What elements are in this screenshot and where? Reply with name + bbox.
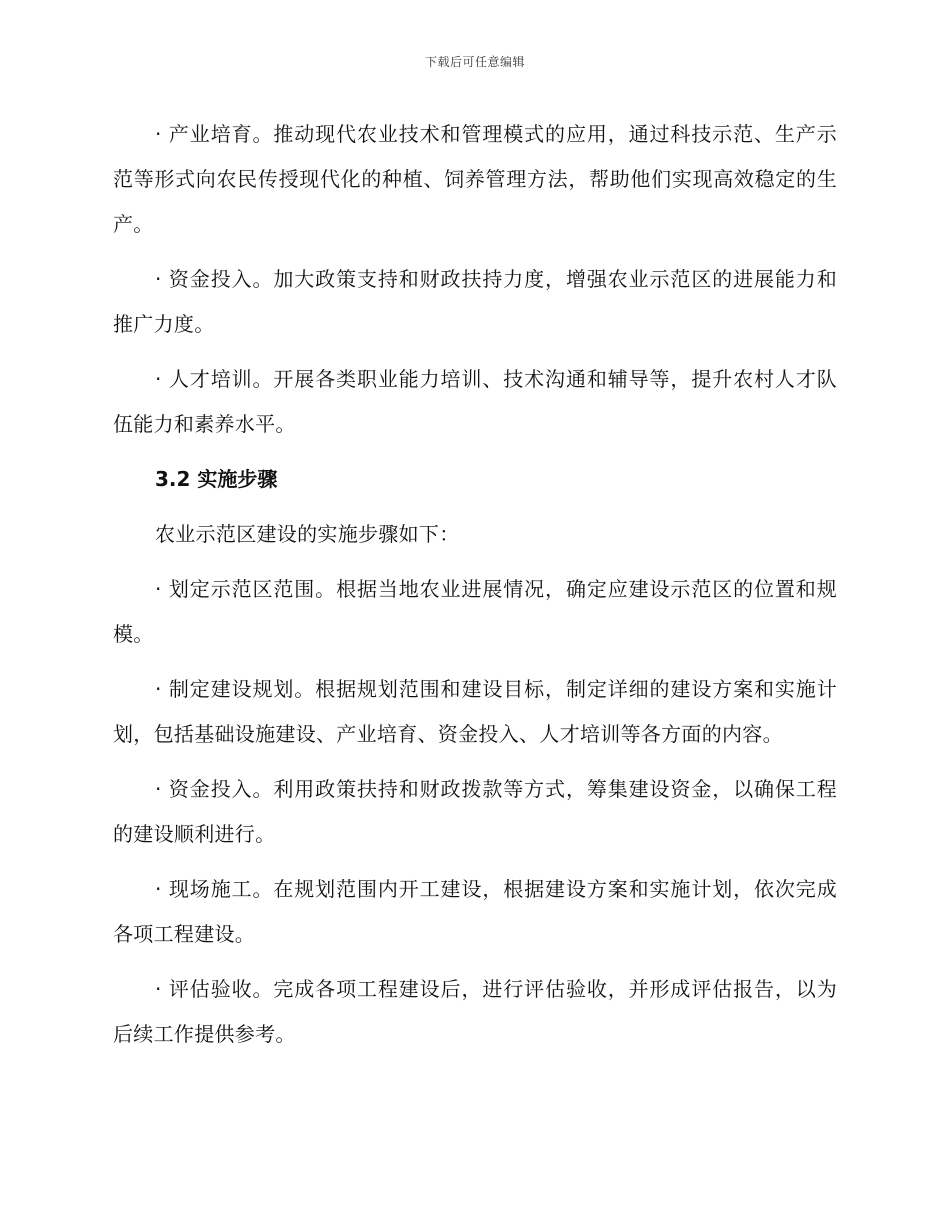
- paragraph-industry-cultivation: · 产业培育。推动现代农业技术和管理模式的应用，通过科技示范、生产示范等形式向农民传授现代化的种植、饲养管理方法，帮助他们实现高效稳定的生产。: [113, 122, 837, 236]
- step-evaluation-acceptance: · 评估验收。完成各项工程建设后，进行评估验收，并形成评估报告，以为后续工作提供参考。: [113, 977, 837, 1046]
- step-make-plan: · 制定建设规划。根据规划范围和建设目标，制定详细的建设方案和实施计划，包括基础设施建设、产业培育、资金投入、人才培训等各方面的内容。: [113, 677, 837, 746]
- section-title: 3.2 实施步骤: [155, 467, 278, 491]
- paragraph-steps-intro: 农业示范区建设的实施步骤如下：: [155, 522, 460, 546]
- paragraph-capital-investment: · 资金投入。加大政策支持和财政扶持力度，增强农业示范区的进展能力和推广力度。: [113, 267, 837, 336]
- step-fund-investment: · 资金投入。利用政策扶持和财政拨款等方式，筹集建设资金，以确保工程的建设顺利进行。: [113, 777, 837, 846]
- page-header: 下载后可任意编辑: [424, 55, 525, 69]
- step-onsite-construction: · 现场施工。在规划范围内开工建设，根据建设方案和实施计划，依次完成各项工程建设。: [113, 877, 837, 946]
- paragraph-talent-training: · 人才培训。开展各类职业能力培训、技术沟通和辅导等，提升农村人才队伍能力和素养水平。: [113, 367, 837, 436]
- page-content: [113, 112, 837, 1067]
- step-define-scope: · 划定示范区范围。根据当地农业进展情况，确定应建设示范区的位置和规模。: [113, 577, 837, 646]
